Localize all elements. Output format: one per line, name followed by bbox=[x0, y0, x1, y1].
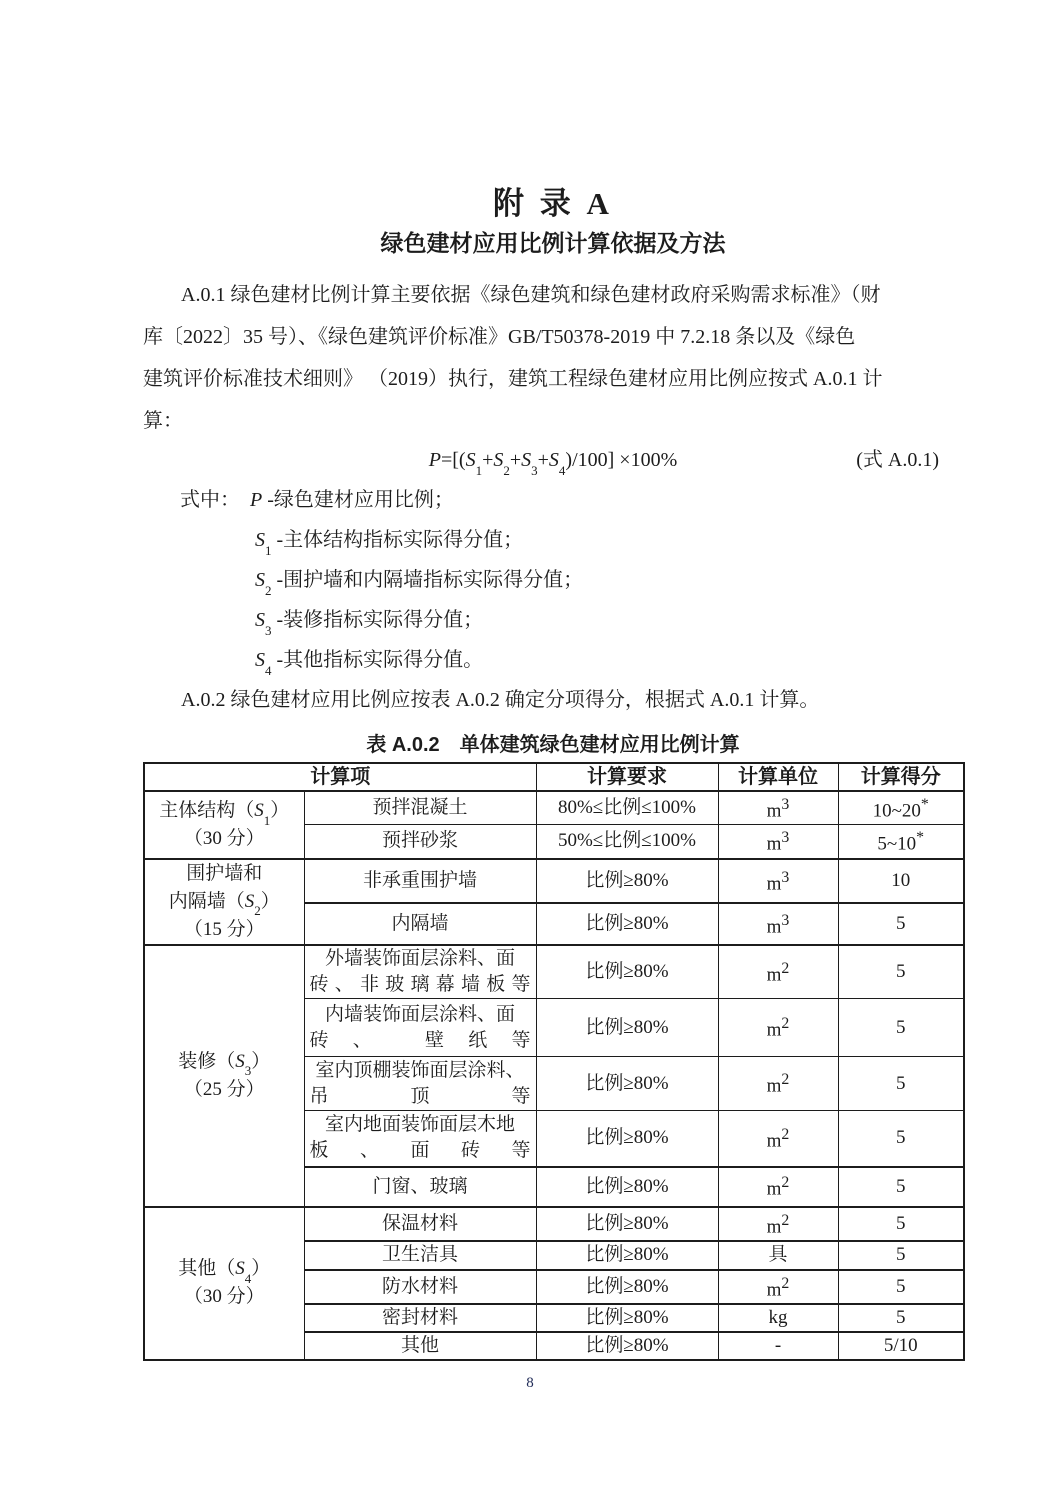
cell-unit: $m^3$ bbox=[718, 859, 838, 904]
group-label-line: （25 分） bbox=[183, 1078, 265, 1100]
cell-score: 5 bbox=[838, 1304, 964, 1332]
cell-item: 其他 bbox=[304, 1332, 536, 1360]
cell-score: 5~10* bbox=[838, 825, 964, 859]
cell-score: 5 bbox=[838, 903, 964, 944]
page-number: 8 bbox=[526, 1375, 534, 1391]
cell-unit: - bbox=[718, 1332, 838, 1360]
cell-req: 比例≥80% bbox=[536, 1332, 718, 1360]
group-label-line: （30 分） bbox=[183, 827, 265, 849]
table-a02 bbox=[143, 762, 965, 1361]
group-s3-label bbox=[144, 945, 304, 1207]
cell-score: 10~20* bbox=[838, 791, 964, 825]
group-label-line: 主体结构$(S_1)$ bbox=[159, 799, 290, 828]
group-label-line: 装修$(S_3)$ bbox=[178, 1050, 271, 1079]
legend-symbol: S bbox=[255, 569, 265, 591]
formula-expression: $P=[(S_1+S_2+S_3+S_4)/100] \times 100\%$ bbox=[428, 449, 678, 478]
legend-desc: -围护墙和内隔墙指标实际得分值； bbox=[276, 569, 584, 591]
paragraph-a01-line3: 建筑评价标准技术细则》 （2019）执行，建筑工程绿色建材应用比例应按式 A.0.1 计 bbox=[143, 368, 883, 390]
appendix-subtitle: 绿色建材应用比例计算依据及方法 bbox=[380, 231, 726, 256]
table-row bbox=[144, 791, 964, 825]
cell-req: 比例≥80% bbox=[536, 1057, 718, 1111]
legend-line-p bbox=[143, 480, 963, 520]
group-label-line: （15 分） bbox=[183, 918, 265, 940]
legend-line-s4: $S_4$ -其他指标实际得分值。 bbox=[255, 649, 484, 678]
group-s4-label bbox=[144, 1207, 304, 1361]
cell-req: 比例≥80% bbox=[536, 903, 718, 944]
legend-symbol: S bbox=[255, 649, 265, 671]
cell-item: 卫生洁具 bbox=[304, 1241, 536, 1270]
formula-label: (式 A.0.1) bbox=[856, 449, 939, 471]
legend-line-s3: $S_3$ -装修指标实际得分值； bbox=[255, 609, 484, 638]
page-content bbox=[143, 0, 963, 1361]
formula-legend bbox=[143, 480, 963, 680]
cell-unit: $m^2$ bbox=[718, 1167, 838, 1207]
paragraph-a01-line4: 算： bbox=[143, 410, 183, 432]
cell-item: 内隔墙 bbox=[304, 903, 536, 944]
table-caption: 表 A.0.2 单体建筑绿色建材应用比例计算 bbox=[366, 734, 740, 756]
cell-item: 室内地面装饰面层木地板、面砖等 bbox=[304, 1111, 536, 1167]
cell-unit: $m^2$ bbox=[718, 1207, 838, 1241]
formula-a01 bbox=[143, 442, 963, 478]
cell-unit: $m^3$ bbox=[718, 825, 838, 859]
cell-req: 比例≥80% bbox=[536, 1241, 718, 1270]
cell-req: 比例≥80% bbox=[536, 945, 718, 999]
cell-unit: kg bbox=[718, 1304, 838, 1332]
group-label-line: 其他$(S_4)$ bbox=[178, 1258, 271, 1287]
paragraph-a01-line1: A.0.1 绿色建材比例计算主要依据《绿色建筑和绿色建材政府采购需求标准》（财 bbox=[181, 284, 881, 306]
legend-symbol: S bbox=[255, 609, 265, 631]
paragraph-a02: A.0.2 绿色建材应用比例应按表 A.0.2 确定分项得分，根据式 A.0.1 计算。 bbox=[181, 689, 820, 711]
legend-line-s2: $S_2$ -围护墙和内隔墙指标实际得分值； bbox=[255, 569, 584, 598]
cell-req: 比例≥80% bbox=[536, 1304, 718, 1332]
table-header-row bbox=[144, 763, 964, 791]
group-label-line: （30 分） bbox=[183, 1286, 265, 1308]
cell-score: 5 bbox=[838, 945, 964, 999]
col-header-score: 计算得分 bbox=[838, 763, 964, 791]
cell-score: 5 bbox=[838, 1241, 964, 1270]
cell-req: 比例≥80% bbox=[536, 1207, 718, 1241]
cell-req: 比例≥80% bbox=[536, 999, 718, 1057]
legend-desc: -绿色建材应用比例； bbox=[267, 489, 454, 511]
col-header-item: 计算项 bbox=[144, 763, 536, 791]
legend-desc: -主体结构指标实际得分值； bbox=[276, 529, 524, 551]
legend-symbol: S bbox=[255, 529, 265, 551]
cell-unit: $m^2$ bbox=[718, 945, 838, 999]
legend-prefix: 式中： bbox=[180, 489, 240, 511]
cell-score: 5 bbox=[838, 1270, 964, 1304]
cell-item: 非承重围护墙 bbox=[304, 859, 536, 904]
cell-req: 比例≥80% bbox=[536, 1167, 718, 1207]
cell-unit: $m^3$ bbox=[718, 791, 838, 825]
cell-score: 5 bbox=[838, 1111, 964, 1167]
cell-unit: $m^2$ bbox=[718, 1057, 838, 1111]
cell-req: 比例≥80% bbox=[536, 859, 718, 904]
cell-unit: 具 bbox=[718, 1241, 838, 1270]
cell-item: 防水材料 bbox=[304, 1270, 536, 1304]
cell-score: 10 bbox=[838, 859, 964, 904]
cell-score: 5 bbox=[838, 1207, 964, 1241]
cell-item: 外墙装饰面层涂料、面砖、非玻璃幕墙板等 bbox=[304, 945, 536, 999]
cell-item: 内墙装饰面层涂料、面砖、 壁纸等 bbox=[304, 999, 536, 1057]
cell-unit: $m^3$ bbox=[718, 903, 838, 944]
legend-desc: -装修指标实际得分值； bbox=[276, 609, 484, 631]
cell-item: 预拌砂浆 bbox=[304, 825, 536, 859]
group-s1-label bbox=[144, 791, 304, 859]
group-label-line: 内隔墙$(S_2)$ bbox=[168, 890, 280, 919]
cell-item: 门窗、玻璃 bbox=[304, 1167, 536, 1207]
cell-score: 5 bbox=[838, 999, 964, 1057]
cell-req: 比例≥80% bbox=[536, 1270, 718, 1304]
table-row bbox=[144, 1207, 964, 1241]
table-row bbox=[144, 859, 964, 904]
cell-unit: $m^2$ bbox=[718, 999, 838, 1057]
col-header-req: 计算要求 bbox=[536, 763, 718, 791]
cell-score: 5 bbox=[838, 1167, 964, 1207]
legend-desc: -其他指标实际得分值。 bbox=[276, 649, 484, 671]
cell-item: 室内顶棚装饰面层涂料、吊顶等 bbox=[304, 1057, 536, 1111]
legend-line-s1: $S_1$ -主体结构指标实际得分值； bbox=[255, 529, 524, 558]
paragraph-a01-line2: 库〔2022〕35 号）、《绿色建筑评价标准》GB/T50378-2019 中 7.2.18 条以及《绿色 bbox=[143, 326, 856, 348]
cell-req: 比例≥80% bbox=[536, 1111, 718, 1167]
cell-unit: $m^2$ bbox=[718, 1270, 838, 1304]
group-s2-label bbox=[144, 859, 304, 945]
legend-symbol: P bbox=[250, 489, 263, 511]
cell-score: 5/10 bbox=[838, 1332, 964, 1360]
cell-req: 80%≤比例≤100% bbox=[536, 791, 718, 825]
cell-item: 保温材料 bbox=[304, 1207, 536, 1241]
group-label-line: 围护墙和 bbox=[186, 862, 263, 884]
cell-score: 5 bbox=[838, 1057, 964, 1111]
paragraph-a01 bbox=[143, 274, 963, 442]
col-header-unit: 计算单位 bbox=[718, 763, 838, 791]
cell-item: 预拌混凝土 bbox=[304, 791, 536, 825]
cell-item: 密封材料 bbox=[304, 1304, 536, 1332]
appendix-title: 附 录 A bbox=[493, 186, 613, 221]
cell-unit: $m^2$ bbox=[718, 1111, 838, 1167]
table-row bbox=[144, 945, 964, 999]
cell-req: 50%≤比例≤100% bbox=[536, 825, 718, 859]
